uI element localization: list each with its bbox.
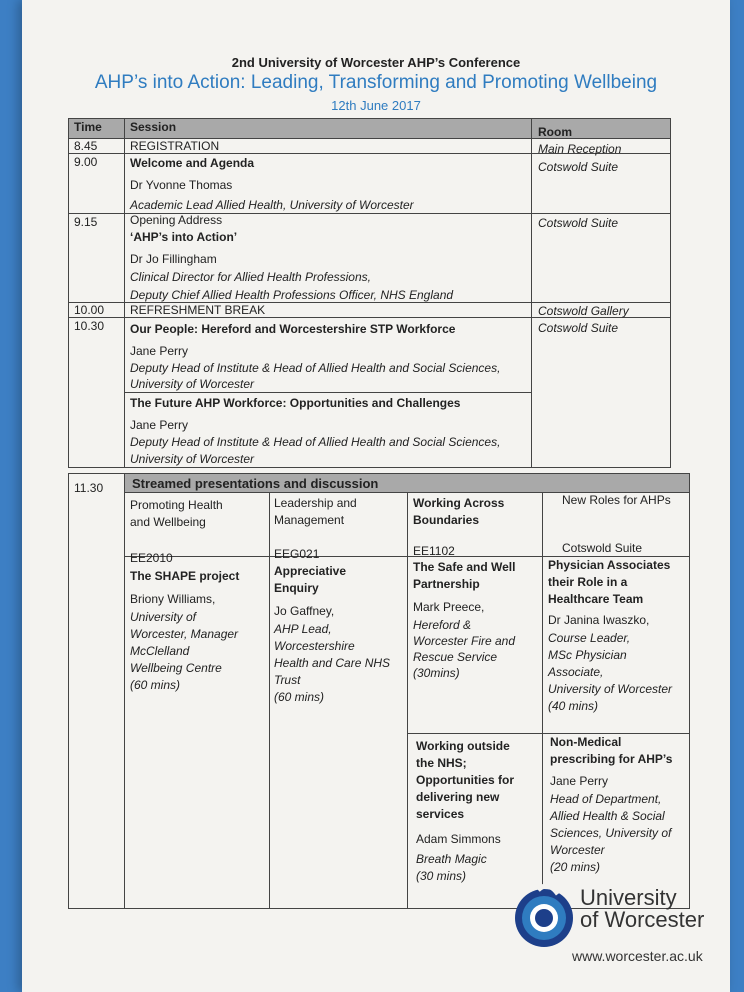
speaker-role: Clinical Director for Allied Health Professions, — [130, 270, 371, 284]
speaker-role: University of Worcester — [130, 377, 255, 391]
session-speaker: Jane Perry — [550, 774, 609, 788]
session-title: The Future AHP Workforce: Opportunities and Challenges — [130, 396, 461, 410]
schedule-table-streamed — [68, 473, 690, 909]
session-speaker: Dr Janina Iwaszko, — [548, 613, 650, 627]
session-detail: Head of Department, Allied Health & Social Sciences, University of Worcester (20 mins) — [550, 792, 672, 874]
university-logo-icon — [514, 880, 576, 953]
session-speaker: Jane Perry — [130, 418, 189, 432]
track-name: Working Across Boundaries — [413, 496, 505, 527]
session-title: Welcome and Agenda — [130, 156, 255, 170]
session-speaker: Mark Preece, — [413, 600, 485, 614]
session-detail: Hereford & Worcester Fire and Rescue Service (30mins) — [413, 618, 516, 680]
time-column-header: Time — [74, 120, 102, 134]
logo-line-1: University — [580, 885, 677, 910]
session-title: Working outside the NHS; Opportunities for delivering new services — [416, 739, 514, 821]
session-title: Appreciative Enquiry — [274, 564, 347, 595]
session-detail: AHP Lead, Worcestershire Health and Care NHS Trust (60 mins) — [274, 622, 391, 704]
session-speaker: Dr Jo Fillingham — [130, 252, 217, 266]
session-speaker: Adam Simmons — [416, 832, 501, 846]
session-title: Non-Medical prescribing for AHP’s — [550, 735, 673, 766]
session-detail: University of Worcester, Manager McClelland Wellbeing Centre (60 mins) — [130, 610, 239, 692]
row-time: 9.00 — [74, 155, 98, 169]
room-column-header: Room — [538, 125, 572, 139]
session-detail: Course Leader, MSc Physician Associate, University of Worcester (40 mins) — [548, 631, 673, 713]
session-detail: Breath Magic (30 mins) — [416, 852, 487, 883]
speaker-role: Deputy Head of Institute & Head of Allied Health and Social Sciences, — [130, 361, 501, 375]
logo-line-2: of Worcester — [580, 907, 705, 932]
speaker-role: Deputy Chief Allied Health Professions Officer, NHS England — [130, 288, 454, 302]
session-speaker: Dr Yvonne Thomas — [130, 178, 233, 192]
session-title: Streamed presentations and discussion — [132, 476, 379, 491]
session-speaker: Jane Perry — [130, 344, 189, 358]
session-room: Main Reception — [538, 142, 622, 156]
track-room: Cotswold Suite — [562, 541, 643, 555]
programme-sheet — [22, 0, 730, 992]
conference-name: 2nd University of Worcester AHP’s Conference — [231, 55, 521, 70]
session-room: Cotswold Gallery — [538, 304, 629, 318]
track-room: EE2010 — [130, 551, 173, 565]
track-name: Leadership and Management — [274, 496, 357, 527]
session-title: The Safe and Well Partnership — [413, 560, 516, 591]
conference-title: AHP’s into Action: Leading, Transforming and Promoting Wellbeing — [94, 72, 658, 93]
track-name: New Roles for AHPs — [562, 493, 671, 507]
row-time: 10.00 — [74, 303, 105, 317]
track-room: EEG021 — [274, 547, 320, 561]
session-column-header: Session — [130, 120, 177, 134]
university-logo-wordmark — [580, 887, 704, 931]
speaker-role: Academic Lead Allied Health, University of Worcester — [130, 198, 414, 212]
session-title: Opening Address — [130, 213, 223, 227]
row-time: 11.30 — [74, 481, 104, 495]
session-title: Our People: Hereford and Worcestershire STP Workforce — [130, 322, 456, 336]
session-subtitle: ‘AHP’s into Action’ — [130, 230, 238, 244]
speaker-role: University of Worcester — [130, 452, 255, 466]
row-time: 8.45 — [74, 139, 98, 153]
conference-date: 12th June 2017 — [331, 98, 421, 113]
session-title: REFRESHMENT BREAK — [130, 303, 266, 317]
session-title: Physician Associates their Role in a Healthcare Team — [548, 558, 671, 606]
row-time: 10.30 — [74, 319, 105, 333]
track-name: Promoting Health and Wellbeing — [130, 498, 223, 529]
session-title: REGISTRATION — [130, 139, 220, 153]
schedule-table-morning — [68, 118, 671, 468]
speaker-role: Deputy Head of Institute & Head of Allied Health and Social Sciences, — [130, 435, 501, 449]
session-room: Cotswold Suite — [538, 321, 619, 335]
session-speaker: Jo Gaffney, — [274, 604, 335, 618]
track-room: EE1102 — [413, 544, 455, 558]
row-time: 9.15 — [74, 215, 98, 229]
session-room: Cotswold Suite — [538, 160, 619, 174]
session-title: The SHAPE project — [130, 569, 240, 583]
session-speaker: Briony Williams, — [130, 592, 216, 606]
website-url[interactable]: www.worcester.ac.uk — [572, 948, 703, 964]
session-room: Cotswold Suite — [538, 216, 619, 230]
